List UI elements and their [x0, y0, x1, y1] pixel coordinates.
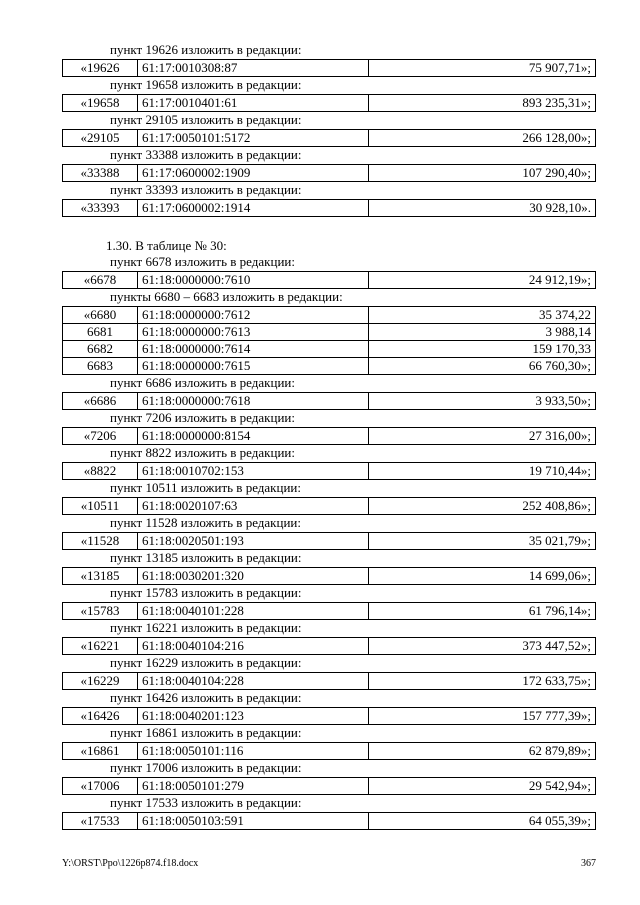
table-row — [63, 603, 596, 620]
item-number-cell: «19626 — [63, 60, 138, 77]
item-number-cell: «33393 — [63, 200, 138, 217]
amendment-instruction: пункты 6680 – 6683 изложить в редакции: — [110, 289, 343, 304]
table-row — [63, 813, 596, 830]
amendment-table — [62, 637, 596, 655]
value-cell: 893 235,31»; — [369, 95, 596, 112]
item-number-cell: «7206 — [63, 428, 138, 445]
table-row — [63, 743, 596, 760]
table-row — [63, 533, 596, 550]
amendment-instruction: пункт 7206 изложить в редакции: — [110, 410, 295, 425]
value-cell: 62 879,89»; — [369, 743, 596, 760]
cadastral-number-cell: 61:18:0040201:123 — [138, 708, 369, 725]
cadastral-number-cell: 61:18:0000000:7614 — [138, 341, 369, 358]
amendment-instruction: пункт 8822 изложить в редакции: — [110, 445, 295, 460]
value-cell: 3 933,50»; — [369, 393, 596, 410]
value-cell: 35 021,79»; — [369, 533, 596, 550]
cadastral-number-cell: 61:18:0000000:7610 — [138, 272, 369, 289]
amendment-table — [62, 707, 596, 725]
table-row — [63, 778, 596, 795]
cadastral-number-cell: 61:18:0020107:63 — [138, 498, 369, 515]
amendment-instruction: пункт 10511 изложить в редакции: — [110, 480, 301, 495]
amendment-instruction: пункт 6686 изложить в редакции: — [110, 375, 295, 390]
amendment-instruction: пункт 11528 изложить в редакции: — [110, 515, 301, 530]
value-cell: 266 128,00»; — [369, 130, 596, 147]
item-number-cell: «6686 — [63, 393, 138, 410]
file-path: Y:\ORST\Ppo\1226p874.f18.docx — [62, 858, 199, 869]
amendment-table — [62, 602, 596, 620]
value-cell: 24 912,19»; — [369, 272, 596, 289]
cadastral-number-cell: 61:17:0010401:61 — [138, 95, 369, 112]
value-cell: 29 542,94»; — [369, 778, 596, 795]
amendment-instruction: пункт 19626 изложить в редакции: — [110, 42, 302, 57]
table-row — [63, 200, 596, 217]
page-footer — [62, 857, 596, 871]
table-row — [63, 393, 596, 410]
amendment-instruction: пункт 15783 изложить в редакции: — [110, 585, 302, 600]
amendment-table — [62, 392, 596, 410]
amendment-instruction: пункт 13185 изложить в редакции: — [110, 550, 302, 565]
value-cell: 19 710,44»; — [369, 463, 596, 480]
item-number-cell: «33388 — [63, 165, 138, 182]
amendment-instruction: пункт 29105 изложить в редакции: — [110, 112, 302, 127]
item-number-cell: «17533 — [63, 813, 138, 830]
amendment-table — [62, 672, 596, 690]
cadastral-number-cell: 61:18:0020501:193 — [138, 533, 369, 550]
amendment-table — [62, 742, 596, 760]
cadastral-number-cell: 61:17:0010308:87 — [138, 60, 369, 77]
value-cell: 64 055,39»; — [369, 813, 596, 830]
item-number-cell: «16861 — [63, 743, 138, 760]
item-number-cell: «13185 — [63, 568, 138, 585]
amendment-table — [62, 199, 596, 217]
value-cell: 27 316,00»; — [369, 428, 596, 445]
amendment-table — [62, 567, 596, 585]
value-cell: 14 699,06»; — [369, 568, 596, 585]
value-cell: 172 633,75»; — [369, 673, 596, 690]
amendment-instruction: пункт 16221 изложить в редакции: — [110, 620, 302, 635]
amendment-instruction: пункт 17533 изложить в редакции: — [110, 795, 302, 810]
cadastral-number-cell: 61:18:0000000:7615 — [138, 358, 369, 375]
cadastral-number-cell: 61:18:0000000:7612 — [138, 307, 369, 324]
table-row — [63, 341, 596, 358]
cadastral-number-cell: 61:18:0040101:228 — [138, 603, 369, 620]
item-number-cell: «11528 — [63, 533, 138, 550]
item-number-cell: «16229 — [63, 673, 138, 690]
cadastral-number-cell: 61:17:0600002:1909 — [138, 165, 369, 182]
item-number-cell: 6681 — [63, 324, 138, 341]
item-number-cell: «6680 — [63, 307, 138, 324]
amendment-instruction: пункт 17006 изложить в редакции: — [110, 760, 302, 775]
value-cell: 75 907,71»; — [369, 60, 596, 77]
item-number-cell: «15783 — [63, 603, 138, 620]
cadastral-number-cell: 61:18:0040104:216 — [138, 638, 369, 655]
table-row — [63, 463, 596, 480]
amendment-instruction: пункт 16861 изложить в редакции: — [110, 725, 302, 740]
amendment-instruction: пункт 16426 изложить в редакции: — [110, 690, 302, 705]
item-number-cell: «17006 — [63, 778, 138, 795]
cadastral-number-cell: 61:18:0030201:320 — [138, 568, 369, 585]
cadastral-number-cell: 61:18:0040104:228 — [138, 673, 369, 690]
table-row — [63, 428, 596, 445]
table-row — [63, 638, 596, 655]
amendment-table — [62, 777, 596, 795]
amendment-instruction: пункт 33388 изложить в редакции: — [110, 147, 302, 162]
cadastral-number-cell: 61:18:0000000:8154 — [138, 428, 369, 445]
table-row — [63, 130, 596, 147]
table-row — [63, 95, 596, 112]
table-row — [63, 307, 596, 324]
value-cell: 35 374,22 — [369, 307, 596, 324]
amendment-table — [62, 164, 596, 182]
cadastral-number-cell: 61:18:0000000:7618 — [138, 393, 369, 410]
cadastral-number-cell: 61:18:0010702:153 — [138, 463, 369, 480]
value-cell: 66 760,30»; — [369, 358, 596, 375]
item-number-cell: «6678 — [63, 272, 138, 289]
table-row — [63, 324, 596, 341]
amendment-table — [62, 462, 596, 480]
item-number-cell: «29105 — [63, 130, 138, 147]
item-number-cell: «19658 — [63, 95, 138, 112]
cadastral-number-cell: 61:18:0050103:591 — [138, 813, 369, 830]
page-number: 367 — [581, 858, 596, 869]
item-number-cell: «16221 — [63, 638, 138, 655]
cadastral-number-cell: 61:18:0050101:116 — [138, 743, 369, 760]
value-cell: 107 290,40»; — [369, 165, 596, 182]
amendment-table — [62, 306, 596, 375]
amendment-table — [62, 532, 596, 550]
table-row — [63, 60, 596, 77]
amendment-table — [62, 271, 596, 289]
table-row — [63, 272, 596, 289]
table-row — [63, 498, 596, 515]
item-number-cell: «8822 — [63, 463, 138, 480]
value-cell: 252 408,86»; — [369, 498, 596, 515]
amendment-table — [62, 427, 596, 445]
section-gap — [62, 217, 596, 238]
item-number-cell: 6682 — [63, 341, 138, 358]
value-cell: 30 928,10». — [369, 200, 596, 217]
cadastral-number-cell: 61:17:0050101:5172 — [138, 130, 369, 147]
value-cell: 157 777,39»; — [369, 708, 596, 725]
document-body — [62, 42, 596, 830]
amendment-table — [62, 94, 596, 112]
table-row — [63, 568, 596, 585]
item-number-cell: «10511 — [63, 498, 138, 515]
value-cell: 159 170,33 — [369, 341, 596, 358]
value-cell: 61 796,14»; — [369, 603, 596, 620]
item-number-cell: 6683 — [63, 358, 138, 375]
amendment-instruction: пункт 19658 изложить в редакции: — [110, 77, 302, 92]
amendment-table — [62, 812, 596, 830]
item-number-cell: «16426 — [63, 708, 138, 725]
amendment-table — [62, 129, 596, 147]
cadastral-number-cell: 61:18:0050101:279 — [138, 778, 369, 795]
amendment-instruction: пункт 6678 изложить в редакции: — [110, 254, 295, 269]
table-row — [63, 708, 596, 725]
table-row — [63, 165, 596, 182]
table-row — [63, 673, 596, 690]
cadastral-number-cell: 61:18:0000000:7613 — [138, 324, 369, 341]
cadastral-number-cell: 61:17:0600002:1914 — [138, 200, 369, 217]
value-cell: 373 447,52»; — [369, 638, 596, 655]
section-heading: 1.30. В таблице № 30: — [106, 238, 227, 253]
amendment-table — [62, 497, 596, 515]
value-cell: 3 988,14 — [369, 324, 596, 341]
amendment-table — [62, 59, 596, 77]
amendment-instruction: пункт 33393 изложить в редакции: — [110, 182, 302, 197]
table-row — [63, 358, 596, 375]
amendment-instruction: пункт 16229 изложить в редакции: — [110, 655, 302, 670]
